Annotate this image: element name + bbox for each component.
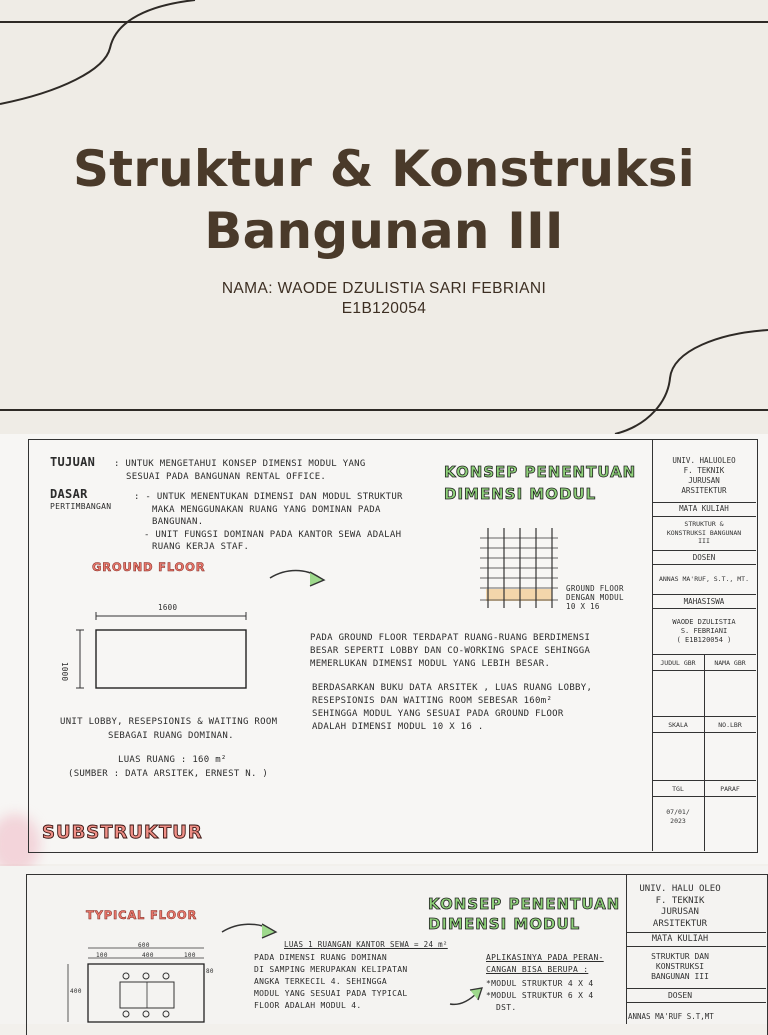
unit-line-1: UNIT LOBBY, RESEPSIONIS & WAITING ROOM — [60, 717, 278, 727]
tb2-dosen-name: ANNAS MA'RUF S.T,MT — [628, 1012, 714, 1021]
tb-rule — [652, 608, 756, 609]
dasar-text-1: : - UNTUK MENENTUKAN DIMENSI DAN MODUL STRUKTUR — [134, 492, 403, 502]
tb2-mk-3: BANGUNAN III — [651, 972, 709, 981]
tb-tgl: TGL — [672, 785, 684, 793]
tb-date — [652, 808, 704, 826]
desc-line-5: RESEPSIONIS DAN WAITING ROOM SEBESAR 160m² — [312, 696, 553, 706]
substruktur-label: SUBSTRUKTUR — [42, 822, 203, 843]
dasar-text-5: RUANG KERJA STAF. — [152, 542, 250, 552]
desc-line-4: BERDASARKAN BUKU DATA ARSITEK , LUAS RUANG LOBBY, — [312, 683, 593, 693]
luas-ruang: LUAS RUANG : 160 m² — [118, 755, 227, 765]
tb2-mk-2: KONSTRUKSI — [655, 962, 705, 971]
grid-note-line-1: GROUND FLOOR — [566, 584, 624, 593]
dim-a: 100 — [96, 952, 108, 959]
text-line-2: DI SAMPING MERUPAKAN KELIPATAN — [254, 965, 408, 974]
tb-mhs-3: ( E1B120054 ) — [676, 636, 732, 644]
tb-dosen-name: ANNAS MA'RUF, S.T., MT. — [658, 575, 749, 583]
arrow-icon — [266, 564, 330, 594]
dasar-text-3: BANGUNAN. — [152, 517, 204, 527]
tb-mk-1: STRUKTUR & — [684, 520, 724, 528]
desc-line-7: ADALAH DIMENSI MODUL 10 X 16 . — [312, 722, 484, 732]
tb-rule — [652, 564, 756, 565]
tb-nama-gbr: NAMA GBR — [714, 659, 746, 667]
unit-line-2: SEBAGAI RUANG DOMINAN. — [108, 731, 234, 741]
tb-rule — [652, 516, 756, 517]
title-line-1: Struktur & Konstruksi — [72, 140, 696, 198]
apl-line-2: CANGAN BISA BERUPA : — [486, 965, 589, 974]
dim-total: 600 — [138, 942, 150, 949]
tb-skala: SKALA — [668, 721, 688, 729]
tb2-rule — [626, 1002, 766, 1003]
desc-line-2: BESAR SEPERTI LOBBY DAN CO-WORKING SPACE SEHINGGA — [310, 646, 591, 656]
arrow-icon-2 — [218, 918, 282, 946]
apl-line-4: *MODUL STRUKTUR 6 X 4 — [486, 991, 594, 1000]
tb-univ — [654, 456, 754, 496]
konsep-header-line-1: KONSEP PENENTUAN — [444, 463, 637, 481]
konsep-header-2-line-1: KONSEP PENENTUAN — [428, 895, 621, 913]
ground-floor-module-grid — [476, 524, 566, 614]
tb2-dosen: DOSEN — [667, 991, 693, 1000]
apl-line-5: DST. — [496, 1003, 517, 1012]
desc-line-6: SEHINGGA MODUL YANG SESUAI PADA GROUND FLOOR — [312, 709, 564, 719]
tb-mahasiswa: MAHASISWA — [683, 597, 725, 606]
tb-date-1: 07/01/ — [666, 808, 690, 816]
document-title — [0, 138, 768, 262]
tb-col-rule — [704, 654, 705, 851]
tb-mata-kuliah: MATA KULIAH — [679, 504, 729, 513]
tb-rule — [652, 502, 756, 503]
tujuan-text-1: : UNTUK MENGETAHUI KONSEP DIMENSI MODUL YANG — [114, 459, 366, 469]
tb2-mk — [628, 952, 732, 982]
tb-mk-2: KONSTRUKSI BANGUNAN — [666, 528, 742, 537]
tb-mhs — [654, 618, 754, 645]
tb-paraf: PARAF — [720, 785, 740, 793]
tb-mhs-2: S. FEBRIANI — [680, 627, 728, 635]
apl-line-1: APLIKASINYA PADA PERAN- — [486, 953, 604, 962]
ground-floor-label: GROUND FLOOR — [92, 560, 206, 574]
tb2-univ-2: F. TEKNIK — [655, 895, 705, 906]
tb2-univ-3: JURUSAN — [661, 907, 699, 917]
tb-dosen: DOSEN — [692, 553, 716, 562]
tb2-mata-kuliah: MATA KULIAH — [651, 934, 709, 944]
tb2-univ-4: ARSITEKTUR — [652, 918, 708, 929]
text-line-1: PADA DIMENSI RUANG DOMINAN — [254, 953, 388, 962]
tb-univ-3: JURUSAN — [688, 476, 720, 485]
tb-mhs-1: WAODE DZULISTIA — [672, 618, 736, 626]
text-line-4: MODUL YANG SESUAI PADA TYPICAL — [254, 989, 408, 998]
dasar-text-4: - UNIT FUNGSI DOMINAN PADA KANTOR SEWA ADALAH — [144, 530, 402, 540]
dasar-label: DASAR — [50, 487, 88, 501]
tb-judul: JUDUL GBR — [660, 659, 696, 667]
drawing-sheet-2 — [0, 866, 768, 1024]
tb-no-lbr: NO.LBR — [718, 721, 742, 729]
grid-note — [566, 584, 624, 611]
text-line-3: ANGKA TERKECIL 4. SEHINGGA — [254, 977, 388, 986]
dim-side: 80 — [206, 968, 214, 975]
tb2-rule — [626, 988, 766, 989]
apl-line-3: *MODUL STRUKTUR 4 X 4 — [486, 979, 594, 988]
typical-floor-plan — [64, 946, 214, 1024]
desc-line-1: PADA GROUND FLOOR TERDAPAT RUANG-RUANG BERDIMENSI — [310, 633, 591, 643]
tb-mk-3: III — [698, 537, 710, 545]
tb-rule — [652, 594, 756, 595]
ground-floor-plan — [74, 610, 254, 694]
dimension-height-label: 1000 — [60, 662, 69, 682]
tb-univ-4: ARSITEKTUR — [681, 486, 727, 495]
student-id: E1B120054 — [341, 300, 427, 317]
drawing-sheet-1 — [0, 434, 768, 864]
tujuan-text-2: SESUAI PADA BANGUNAN RENTAL OFFICE. — [126, 472, 327, 482]
cover-section — [0, 0, 768, 434]
konsep-header-2-line-2: DIMENSI MODUL — [428, 915, 581, 933]
top-left-curve — [0, 0, 195, 104]
dim-b: 400 — [142, 952, 154, 959]
tb2-rule — [626, 932, 766, 933]
tb2-mk-1: STRUKTUR DAN — [651, 952, 709, 961]
text-line-5: FLOOR ADALAH MODUL 4. — [254, 1001, 362, 1010]
luas-line: LUAS 1 RUANGAN KANTOR SEWA = 24 m² — [284, 940, 448, 949]
konsep-header-line-2: DIMENSI MODUL — [444, 485, 597, 503]
title-line-2: Bangunan III — [204, 202, 564, 260]
grid-note-line-3: 10 X 16 — [566, 602, 600, 611]
student-name: NAMA: WAODE DZULISTIA SARI FEBRIANI — [221, 280, 547, 297]
tb2-rule — [626, 946, 766, 947]
desc-line-3: MEMERLUKAN DIMENSI MODUL YANG LEBIH BESAR. — [310, 659, 551, 669]
tb-date-2: 2023 — [670, 817, 686, 825]
pertimbangan-label: PERTIMBANGAN — [50, 502, 112, 511]
dimension-width-label: 1600 — [158, 603, 178, 612]
tujuan-label: TUJUAN — [50, 455, 96, 469]
tb-rule — [652, 550, 756, 551]
arrow-icon-3 — [448, 984, 488, 1012]
bottom-right-curve — [615, 330, 768, 434]
dasar-text-2: MAKA MENGGUNAKAN RUANG YANG DOMINAN PADA — [152, 505, 381, 515]
tb-univ-2: F. TEKNIK — [683, 466, 725, 475]
tb-mk — [654, 520, 754, 546]
dim-h: 400 — [70, 988, 82, 995]
typical-floor-label: TYPICAL FLOOR — [86, 908, 198, 922]
grid-note-line-2: DENGAN MODUL — [566, 593, 624, 602]
tb2-univ-1: UNIV. HALU OLEO — [639, 884, 721, 894]
tb-univ-1: UNIV. HALUOLEO — [672, 456, 736, 465]
dim-c: 100 — [184, 952, 196, 959]
sumber: (SUMBER : DATA ARSITEK, ERNEST N. ) — [68, 769, 269, 779]
tb2-univ — [628, 884, 732, 930]
